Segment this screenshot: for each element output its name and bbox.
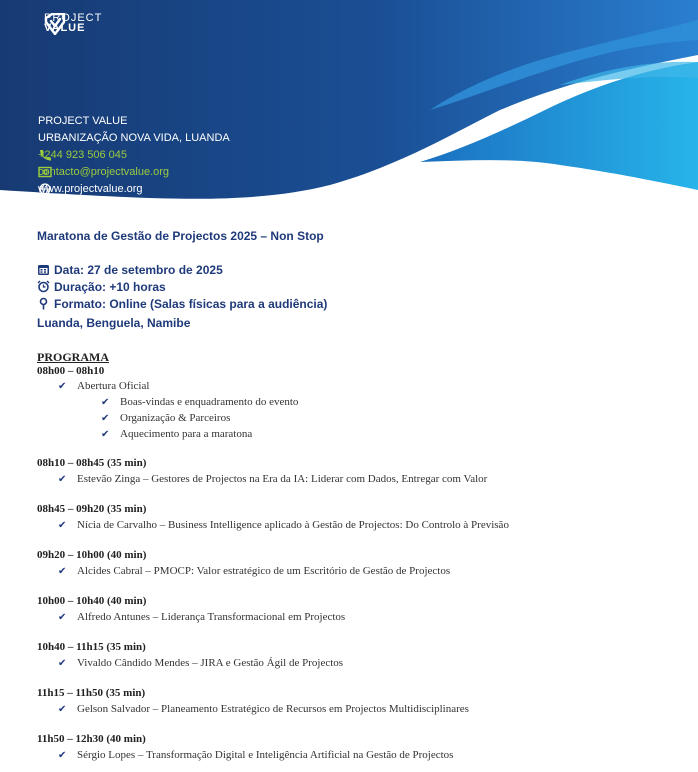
session-time: 10h00 – 10h40 (40 min) — [37, 595, 147, 607]
checkmark-icon: ✔ — [58, 612, 67, 623]
opening-subitem — [101, 428, 252, 440]
event-date-text: Data: 27 de setembro de 2025 — [54, 263, 223, 277]
event-duration — [37, 280, 166, 294]
brand-name-line1: PROJECT — [44, 12, 103, 24]
phone-icon — [38, 149, 52, 161]
event-title: Maratona de Gestão de Projectos 2025 – Non Stop — [37, 229, 324, 243]
phone-row[interactable] — [38, 149, 127, 161]
opening-item — [58, 380, 149, 392]
opening-subitem — [101, 412, 230, 424]
checkmark-icon: ✔ — [58, 566, 67, 577]
event-date — [37, 263, 223, 277]
location-pin-icon — [37, 297, 50, 310]
session-time: 10h40 – 11h15 (35 min) — [37, 641, 146, 653]
calendar-icon — [37, 263, 50, 276]
globe-icon — [38, 183, 52, 195]
session-talk-text: Vivaldo Cândido Mendes – JIRA e Gestão Ágil de Projectos — [77, 657, 344, 669]
opening-subitem — [101, 396, 298, 408]
session-talk-text: Estevão Zinga – Gestores de Projectos na Era da IA: Liderar com Dados, Entregar com Valor — [77, 473, 488, 485]
checkmark-icon: ✔ — [58, 658, 67, 669]
header-banner — [0, 0, 698, 215]
session-talk — [58, 473, 487, 485]
session-time: 08h45 – 09h20 (35 min) — [37, 503, 147, 515]
session-talk — [58, 657, 343, 669]
session-talk — [58, 519, 509, 531]
checkmark-icon: ✔ — [58, 704, 67, 715]
checkmark-icon: ✔ — [58, 750, 67, 761]
session-time: 11h50 – 12h30 (40 min) — [37, 733, 146, 745]
checkmark-icon: ✔ — [101, 397, 110, 408]
event-duration-text: Duração: +10 horas — [54, 280, 166, 294]
session-talk-text: Sérgio Lopes – Transformação Digital e Inteligência Artificial na Gestão de Projectos — [77, 749, 454, 761]
opening-title: Abertura Oficial — [77, 380, 150, 392]
checkmark-icon: ✔ — [58, 520, 67, 531]
session-talk-text: Alcides Cabral – PMOCP: Valor estratégico de um Escritório de Gestão de Projectos — [77, 565, 451, 577]
phone-number: +244 923 506 045 — [38, 149, 128, 161]
session-talk — [58, 611, 345, 623]
event-locations: Luanda, Benguela, Namibe — [37, 316, 191, 330]
alarm-clock-icon — [37, 280, 50, 293]
session-talk — [58, 565, 450, 577]
programme-heading: PROGRAMA — [37, 350, 109, 364]
session-talk-text: Gelson Salvador – Planeamento Estratégico de Recursos em Projectos Multidisciplinares — [77, 703, 469, 715]
address: URBANIZAÇÃO NOVA VIDA, LUANDA — [38, 132, 230, 144]
session-time: 11h15 – 11h50 (35 min) — [37, 687, 146, 699]
website-row[interactable] — [38, 183, 143, 195]
opening-subitem-text: Aquecimento para a maratona — [120, 428, 253, 440]
session-talk — [58, 703, 469, 715]
session-time: 09h20 – 10h00 (40 min) — [37, 549, 147, 561]
session-talk — [58, 749, 453, 761]
website-url: www.projectvalue.org — [38, 183, 143, 195]
checkmark-icon: ✔ — [58, 474, 67, 485]
email-address: contacto@projectvalue.org — [38, 166, 170, 178]
org-name: PROJECT VALUE — [38, 115, 128, 127]
project-value-logo-icon — [44, 13, 66, 35]
event-format — [37, 297, 327, 311]
opening-subitem-text: Boas-vindas e enquadramento do evento — [120, 396, 299, 408]
checkmark-icon: ✔ — [58, 381, 67, 392]
event-format-text: Formato: Online (Salas físicas para a audiência) — [54, 297, 328, 311]
email-row[interactable] — [38, 166, 169, 178]
opening-time: 08h00 – 08h10 — [37, 365, 105, 377]
brand-name-line2: VALUE — [44, 22, 86, 34]
checkmark-icon: ✔ — [101, 413, 110, 424]
opening-subitem-text: Organização & Parceiros — [120, 412, 231, 424]
brand-logo — [44, 13, 102, 33]
session-talk-text: Nícia de Carvalho – Business Intelligence aplicado à Gestão de Projectos: Do Controlo à Previsão — [77, 519, 509, 531]
email-icon — [38, 166, 52, 178]
session-time: 08h10 – 08h45 (35 min) — [37, 457, 147, 469]
checkmark-icon: ✔ — [101, 429, 110, 440]
session-talk-text: Alfredo Antunes – Liderança Transformacional em Projectos — [77, 611, 346, 623]
